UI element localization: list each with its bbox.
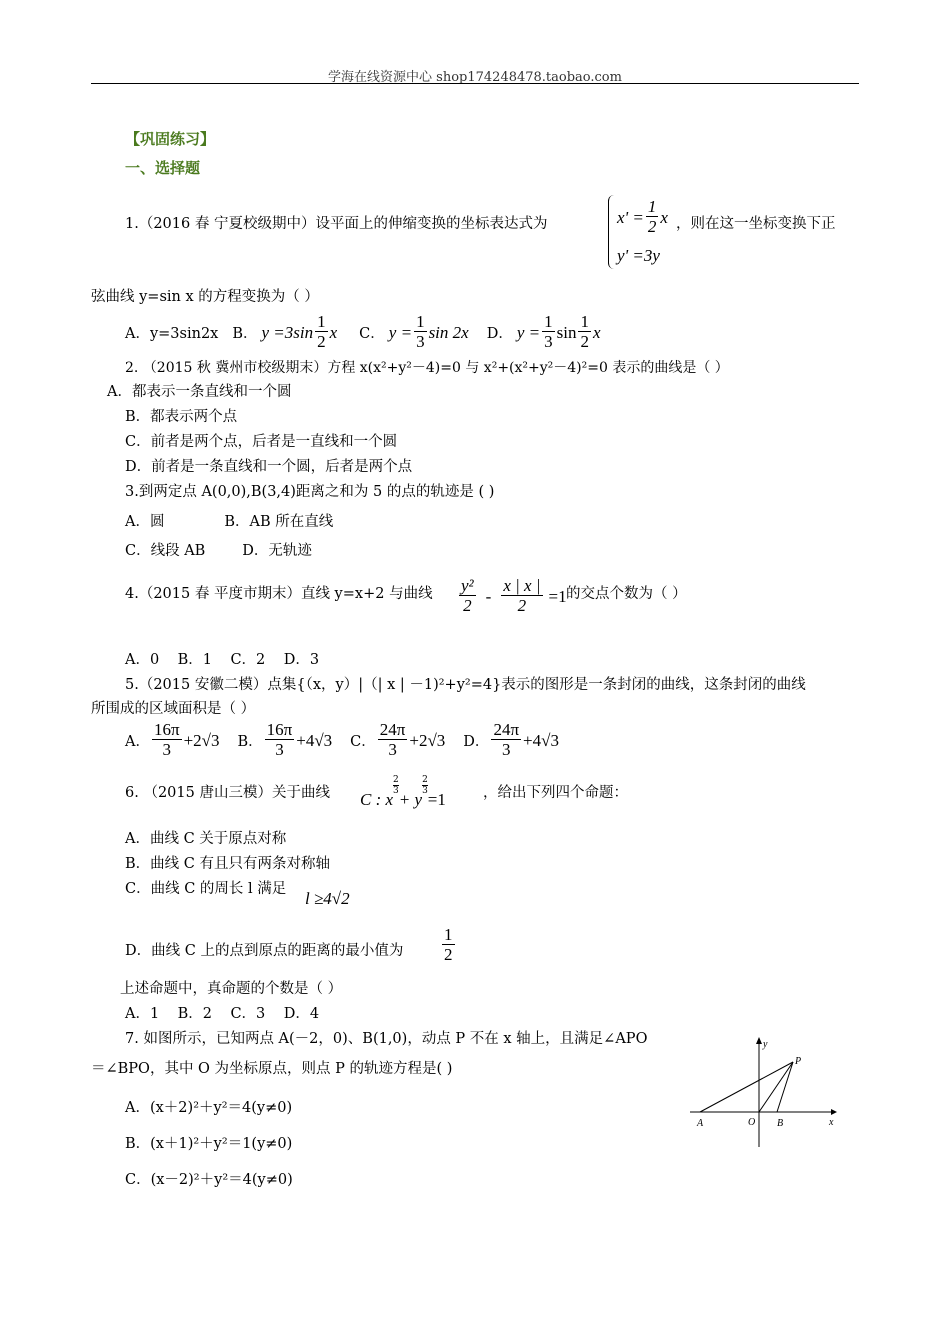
q5-option-a-label[interactable]: A． <box>125 734 150 750</box>
q4-tail: 的交点个数为（ ） <box>566 586 687 602</box>
q1-option-c-lhs: y = <box>388 322 413 342</box>
q4-curve-expression <box>457 577 567 616</box>
q3-options-ab[interactable]: A．圆 B．AB 所在直线 <box>125 514 334 530</box>
q5-line2: 所围成的区域面积是（ ） <box>91 701 256 717</box>
q4-minus: - <box>485 586 492 606</box>
q7-line2: ＝∠BPO，其中 O 为坐标原点，则点 P 的轨迹方程是( ) <box>91 1061 453 1077</box>
q1-tail: ，则在这一坐标变换下正 <box>676 216 836 232</box>
q2-option-d[interactable]: D．前者是一条直线和一个圆，后者是两个点 <box>125 459 413 475</box>
q1-option-b-var: x <box>329 322 338 342</box>
q2-option-a[interactable]: A．都表示一条直线和一个圆 <box>107 384 292 400</box>
q2-option-c[interactable]: C．前者是两个点，后者是一直线和一个圆 <box>125 434 398 450</box>
q5-option-a-den: 3 <box>162 740 172 759</box>
q5-option-b-frac <box>265 721 295 760</box>
section-title: 【巩固练习】 <box>125 130 216 148</box>
q4-frac1-num: y² <box>461 576 474 595</box>
q6-option-c[interactable]: C．曲线 C 的周长 l 满足 <box>125 881 287 897</box>
q6-option-a[interactable]: A．曲线 C 关于原点对称 <box>125 831 287 847</box>
q4-frac1 <box>459 577 476 616</box>
q6-options[interactable]: A．1 B．2 C．3 D．4 <box>125 1006 320 1022</box>
q5-option-c-label[interactable]: C． <box>350 734 376 750</box>
y-axis-arrow <box>756 1037 762 1044</box>
page-header: 学海在线资源中心 shop174248478.taobao.com <box>328 70 622 85</box>
label-o: O <box>748 1117 756 1128</box>
q3-text: 3.到两定点 A(0,0),B(3,4)距离之和为 5 的点的轨迹是 ( ) <box>125 484 495 500</box>
q4-frac2 <box>501 577 542 616</box>
q6-exp2-den: 3 <box>422 786 428 796</box>
q2-text: 2. （2015 秋 冀州市校级期末）方程 x(x²+y²－4)=0 与 x²+(x²+y²－4)²=0 表示的曲线是（ ） <box>125 360 729 376</box>
q1-system-row1 <box>617 198 668 237</box>
label-y: y <box>763 1039 768 1050</box>
q4-frac2-num: x | x | <box>503 576 541 595</box>
q1-text: 1.（2016 春 宁夏校级期中）设平面上的伸缩变换的坐标表达式为 <box>125 216 548 232</box>
q5-option-d-num: 24π <box>493 720 520 739</box>
q6-summary: 上述命题中，真命题的个数是（ ） <box>120 981 343 997</box>
q1-option-c-den: 3 <box>416 332 425 351</box>
q3-options-cd[interactable]: C．线段 AB D．无轨迹 <box>125 543 312 559</box>
q5-options <box>125 721 559 760</box>
q2-option-b[interactable]: B．都表示两个点 <box>125 409 238 425</box>
q1-sys1-den: 2 <box>647 217 657 236</box>
q6-option-b[interactable]: B．曲线 C 有且只有两条对称轴 <box>125 856 330 872</box>
q6-exp1-num: 2 <box>393 775 399 785</box>
q5-option-c-den: 3 <box>388 740 397 759</box>
q5-option-a-num: 16π <box>153 720 180 739</box>
q5-option-b-num: 16π <box>266 720 293 739</box>
q4-eq: =1 <box>548 586 567 606</box>
q4-frac1-den: 2 <box>463 596 472 615</box>
q5-option-b-label[interactable]: B． <box>237 734 263 750</box>
q5-option-d-label[interactable]: D． <box>463 734 490 750</box>
q6-exp2-num: 2 <box>422 775 428 785</box>
segment-op <box>759 1062 793 1112</box>
q5-option-d-den: 3 <box>501 740 511 759</box>
q1-option-b-label[interactable]: B． <box>232 326 258 342</box>
q6-option-d-num: 1 <box>444 925 453 944</box>
subsection-title: 一、选择题 <box>125 159 201 177</box>
q1-option-a[interactable]: A．y=3sin2x <box>125 326 219 342</box>
q1-option-b: y =3sin <box>261 322 314 342</box>
q1-option-d-num: 1 <box>544 312 553 331</box>
x-axis-arrow <box>831 1109 837 1115</box>
q1-option-d-frac <box>542 313 555 352</box>
q1-option-d-lhs: y = <box>516 322 541 342</box>
label-a: A <box>697 1118 704 1129</box>
q1-option-d-mid: sin <box>556 322 577 342</box>
q1-option-d-frac2 <box>578 313 591 352</box>
q6-curve-c: C : x <box>360 790 394 809</box>
q6-exp1-den: 3 <box>393 786 399 796</box>
q1-option-d-den2: 2 <box>580 332 589 351</box>
q1-line2: 弦曲线 y=sin x 的方程变换为（ ） <box>91 289 319 305</box>
q1-sys1-var: x <box>660 207 668 227</box>
q6-option-d[interactable]: D．曲线 C 上的点到原点的距离的最小值为 <box>125 943 404 959</box>
q7-option-b[interactable]: B．(x＋1)²＋y²＝1(y≠0) <box>125 1136 293 1152</box>
q6-curve <box>360 776 446 810</box>
q1-option-c-label[interactable]: C． <box>359 326 385 342</box>
q4-frac2-den: 2 <box>517 596 527 615</box>
q1-sys1-num: 1 <box>647 197 657 216</box>
q6-tail: ，给出下列四个命题： <box>483 785 628 801</box>
q5-option-a-frac <box>152 721 182 760</box>
q1-option-c-frac <box>414 313 427 352</box>
q1-option-d-label[interactable]: D． <box>486 326 513 342</box>
label-x: x <box>829 1117 834 1128</box>
label-b: B <box>777 1118 784 1129</box>
q1-system-row2: y' =3y <box>617 246 660 265</box>
q7-option-c[interactable]: C．(x－2)²＋y²＝4(y≠0) <box>125 1172 293 1188</box>
q5-option-b-den: 3 <box>275 740 284 759</box>
q1-sys1-frac <box>646 198 659 237</box>
q5-option-a-rest: +2√3 <box>183 730 220 750</box>
q5-option-c-num: 24π <box>379 720 406 739</box>
q1-option-b-frac <box>315 313 328 352</box>
q1-option-c-num: 1 <box>416 312 425 331</box>
label-p: P <box>795 1056 802 1067</box>
q5-option-c-rest: +2√3 <box>409 730 446 750</box>
q6-curve-plus: + y <box>398 790 423 809</box>
q6-option-d-frac <box>442 926 455 965</box>
q5-line1: 5.（2015 安徽二模）点集{（x，y）|（| x | －1)²+y²=4}表示的图形是一条封闭的曲线，这条封闭的曲线 <box>125 677 806 693</box>
q4-text: 4.（2015 春 平度市期末）直线 y=x+2 与曲线 <box>125 586 433 602</box>
q6-option-d-frac-wrap <box>440 926 457 965</box>
q1-option-d-var: x <box>592 322 601 342</box>
q5-option-d-frac <box>491 721 521 760</box>
q1-system-brace <box>608 195 615 269</box>
q7-figure <box>685 1032 845 1152</box>
q4-options[interactable]: A．0 B．1 C．2 D．3 <box>125 652 320 668</box>
q1-option-b-den: 2 <box>317 332 326 351</box>
q5-option-d-rest: +4√3 <box>523 730 559 750</box>
q1-options <box>125 313 601 352</box>
q1-option-d-den: 3 <box>544 332 553 351</box>
header-rule <box>91 83 859 84</box>
q7-option-a[interactable]: A．(x＋2)²＋y²＝4(y≠0) <box>125 1100 293 1116</box>
q1-option-c-rhs: sin 2x <box>428 322 469 342</box>
q1-option-d-num2: 1 <box>580 312 589 331</box>
q6-option-d-den: 2 <box>444 945 453 964</box>
q6-option-c-math: l ≥4√2 <box>305 889 350 908</box>
q1-sys1-lhs: x' = <box>617 207 644 227</box>
q1-option-b-num: 1 <box>317 312 326 331</box>
q5-option-c-frac <box>378 721 408 760</box>
q7-line1: 7. 如图所示，已知两点 A(－2，0)、B(1,0)，动点 P 不在 x 轴上，且满足∠APO <box>125 1031 648 1047</box>
q5-option-b-rest: +4√3 <box>296 730 333 750</box>
q6-text: 6. （2015 唐山三模）关于曲线 <box>125 785 330 801</box>
q6-curve-eq: =1 <box>427 790 446 809</box>
